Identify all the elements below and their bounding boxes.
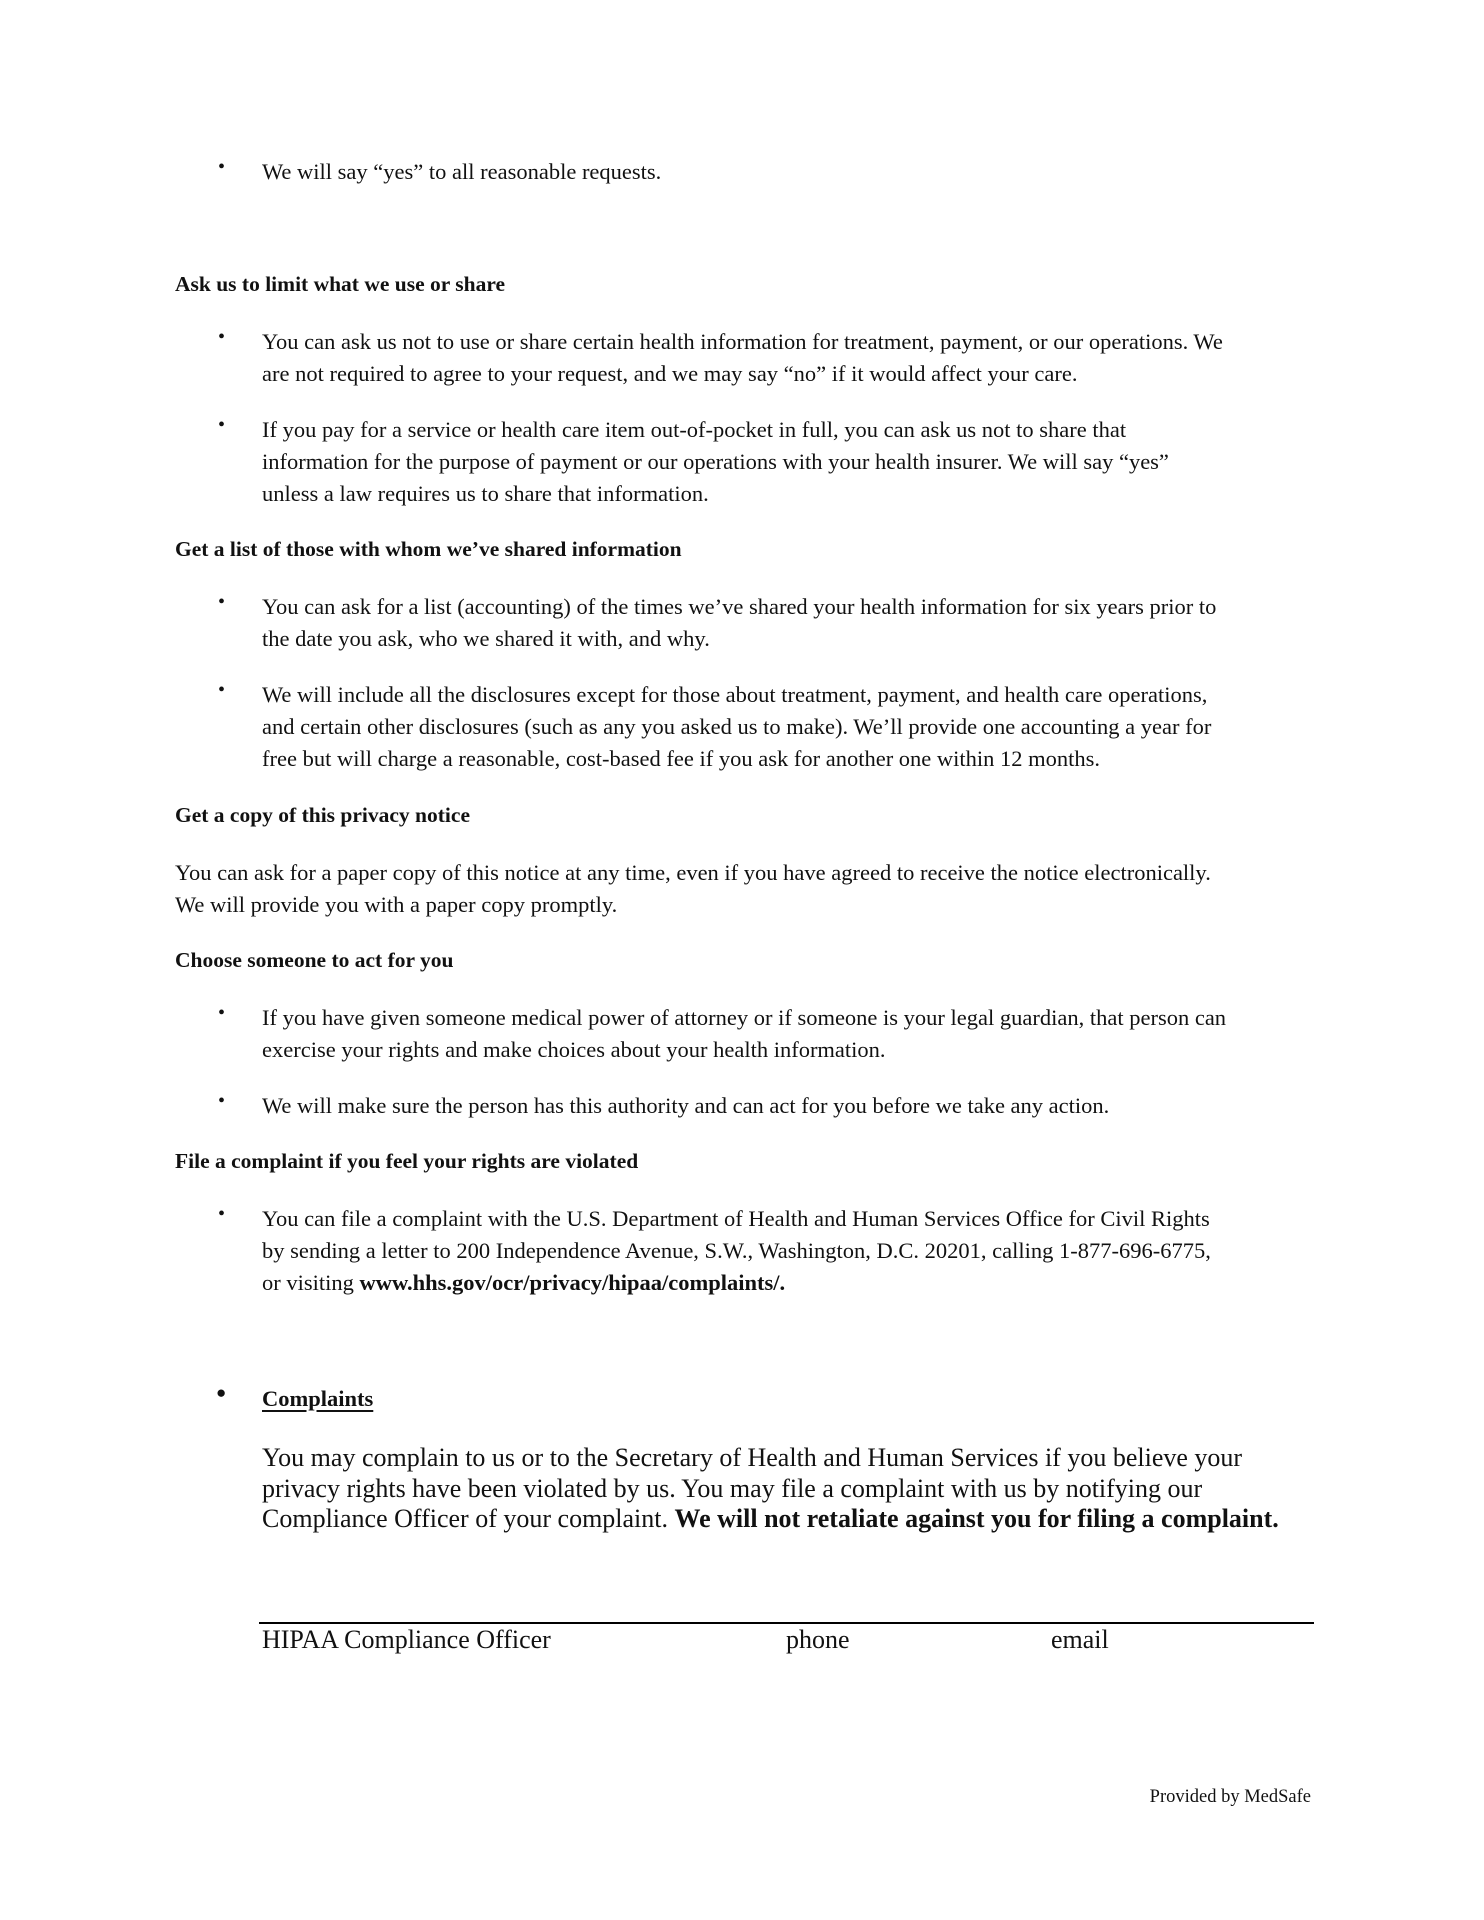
list-bullet-2 — [262, 679, 1211, 775]
limit-bullet-1 — [262, 326, 1223, 390]
text-line: free but will charge a reasonable, cost-based fee if you ask for another one within 12 months. — [262, 746, 1101, 771]
officer-label: HIPAA Compliance Officer — [262, 1625, 551, 1654]
text-line: We will include all the disclosures except for those about treatment, payment, and health care operations, — [262, 682, 1208, 707]
text-line: If you pay for a service or health care item out-of-pocket in full, you can ask us not to share that — [262, 417, 1127, 442]
bullet-marker: • — [218, 591, 226, 613]
bullet-marker: • — [218, 1203, 226, 1225]
text-line: We will make sure the person has this authority and can act for you before we take any action. — [262, 1093, 1110, 1118]
heading-choose: Choose someone to act for you — [175, 948, 454, 972]
email-label: email — [1051, 1625, 1109, 1654]
text-line: unless a law requires us to share that information. — [262, 481, 709, 506]
copy-paragraph — [175, 857, 1211, 921]
heading-copy: Get a copy of this privacy notice — [175, 803, 470, 827]
bullet-marker: ● — [216, 1383, 227, 1402]
text-prefix: or visiting — [262, 1270, 360, 1295]
text-line: information for the purpose of payment or our operations with your health insurer. We will say “yes” — [262, 449, 1169, 474]
file-bullet — [262, 1203, 1211, 1299]
text-line: the date you ask, who we shared it with, and why. — [262, 626, 710, 651]
bullet-marker: • — [218, 156, 226, 178]
footer-provided-by: Provided by MedSafe — [1149, 1787, 1311, 1807]
heading-limit: Ask us to limit what we use or share — [175, 272, 506, 296]
text-line: If you have given someone medical power of attorney or if someone is your legal guardian, that person can — [262, 1005, 1227, 1030]
text-line: We will provide you with a paper copy promptly. — [175, 892, 618, 917]
text-line: are not required to agree to your request, and we may say “no” if it would affect your care. — [262, 361, 1078, 386]
text-line: by sending a letter to 200 Independence Avenue, S.W., Washington, D.C. 20201, calling 1-877-696-6775, — [262, 1238, 1211, 1263]
choose-bullet-2 — [262, 1090, 1109, 1122]
text-line — [262, 1504, 1279, 1535]
phone-label: phone — [786, 1625, 850, 1654]
text-line — [262, 1267, 1211, 1299]
text-line: You can ask for a list (accounting) of the times we’ve shared your health information for six years prior to — [262, 594, 1217, 619]
bullet-marker: • — [218, 679, 226, 701]
text-line: privacy rights have been violated by us. You may file a complaint with us by notifying our — [262, 1473, 1203, 1503]
choose-bullet-1 — [262, 1002, 1226, 1066]
intro-bullet-text: We will say “yes” to all reasonable requests. — [262, 159, 662, 184]
bullet-marker: • — [218, 414, 226, 436]
heading-file-complaint: File a complaint if you feel your rights are violated — [175, 1149, 639, 1173]
bullet-marker: • — [218, 1090, 226, 1112]
heading-list: Get a list of those with whom we’ve shared information — [175, 537, 682, 561]
text-line: You can ask for a paper copy of this notice at any time, even if you have agreed to receive the notice electronically. — [175, 860, 1211, 885]
bullet-marker: • — [218, 326, 226, 348]
complaints-heading: Complaints — [262, 1386, 374, 1411]
no-retaliation-statement: We will not retaliate against you for filing a complaint. — [674, 1504, 1279, 1533]
complaints-paragraph — [262, 1443, 1279, 1535]
text-line: You can ask us not to use or share certain health information for treatment, payment, or our operations. We — [262, 329, 1223, 354]
text-line: exercise your rights and make choices about your health information. — [262, 1037, 886, 1062]
text-line: and certain other disclosures (such as any you asked us to make). We’ll provide one accounting a year for — [262, 714, 1212, 739]
bullet-marker: • — [218, 1002, 226, 1024]
text-line: You may complain to us or to the Secretary of Health and Human Services if you believe your — [262, 1443, 1243, 1472]
limit-bullet-2 — [262, 414, 1169, 510]
hhs-complaint-link[interactable]: www.hhs.gov/ocr/privacy/hipaa/complaints/. — [359, 1270, 786, 1295]
text-line: You can file a complaint with the U.S. Department of Health and Human Services Office for Civil Rights — [262, 1206, 1210, 1231]
list-bullet-1 — [262, 591, 1216, 655]
text-prefix: Compliance Officer of your complaint. — [262, 1504, 675, 1533]
